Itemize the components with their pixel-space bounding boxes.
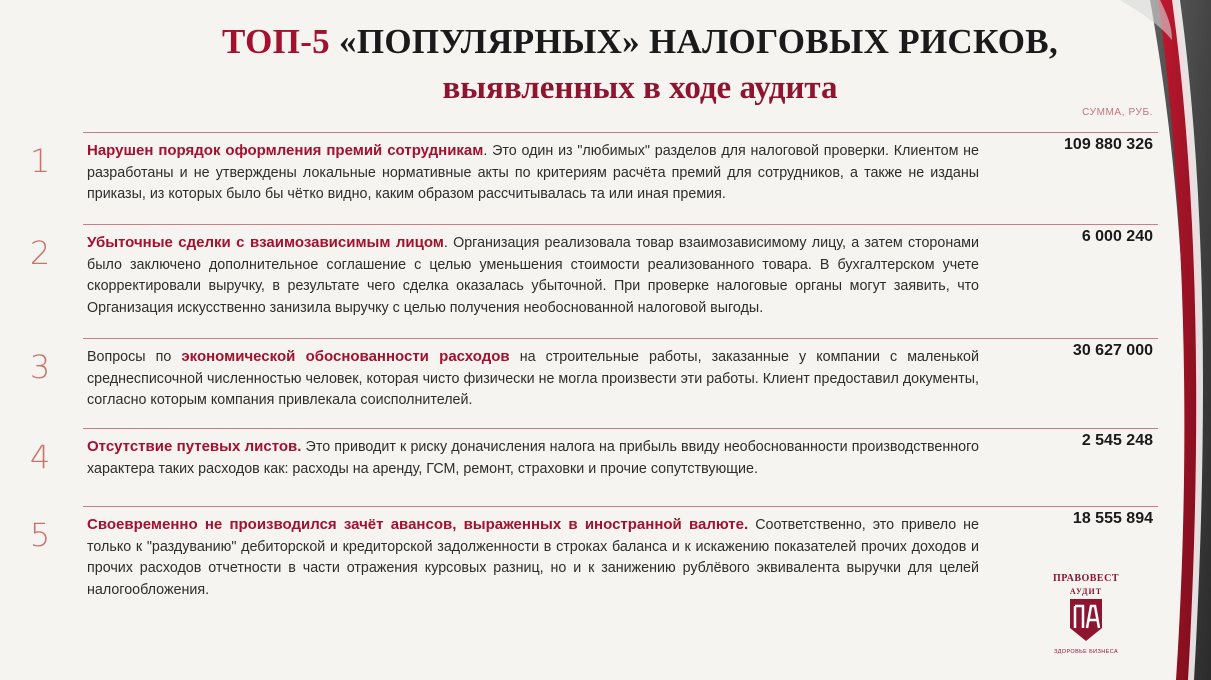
risk-number: 5 xyxy=(29,516,51,554)
risk-amount: 30 627 000 xyxy=(1072,342,1153,359)
risk-amount: 6 000 240 xyxy=(1081,228,1153,245)
risk-text: Соответственно, это привело не только к "раздуванию" дебиторской и кредиторской задолженности в строках баланса и к искажению показателей прочих доходов и прочих расходов отчетности в части отражения курсовых разниц, но и к занижению рублёвого эквивалента выручки для целей налогообложения. xyxy=(87,517,980,598)
risk-heading: Убыточные сделки с взаимозависимым лицом xyxy=(87,234,444,251)
logo-name: ПРАВОВЕСТ xyxy=(1052,573,1119,584)
risk-heading: Своевременно не производился зачёт авансов, выраженных в иностранной валюте. xyxy=(87,516,749,533)
risk-description xyxy=(87,232,979,319)
title-rest: «ПОПУЛЯРНЫХ» НАЛОГОВЫХ РИСКОВ, xyxy=(329,22,1058,61)
risk-text: . Организация реализовала товар взаимозависимому лицу, а затем сторонами было заключено дополнительное соглашение с целью уменьшения стоимости реализованного товара. В бухгалтерском учете скорректировали выручку, в результате чего сделка оказалась убыточной. При проверке налоговые органы могут заявить, что Организация искусственно занизила выручку с целью получения необоснованной налоговой выгоды. xyxy=(87,235,979,316)
title-accent: ТОП-5 xyxy=(221,22,330,61)
logo-sub: АУДИТ xyxy=(1069,587,1103,596)
risk-prefix: Вопросы по xyxy=(87,349,182,365)
risk-description xyxy=(87,514,979,601)
shield-logo-icon xyxy=(1069,598,1103,642)
risk-description xyxy=(87,346,979,412)
risk-text: на строительные работы, заказанные у компании с маленькой среднесписочной численностью человек, которая чисто физически не могла произвести эти работы. Клиент предоставил документы, согласно которым компания привлекала соисполнителей. xyxy=(87,349,979,408)
risk-amount: 18 555 894 xyxy=(1072,510,1153,527)
row-divider xyxy=(83,338,1158,339)
risk-heading: Отсутствие путевых листов. xyxy=(87,438,302,455)
sum-column-label: СУММА, РУБ. xyxy=(1082,107,1153,118)
risk-amount: 2 545 248 xyxy=(1081,432,1153,449)
page-subtitle: выявленных в ходе аудита xyxy=(442,70,838,106)
logo-tagline: ЗДОРОВЬЕ БИЗНЕСА xyxy=(1053,649,1119,655)
risk-number: 2 xyxy=(29,234,51,272)
risk-heading: Нарушен порядок оформления премий сотрудникам xyxy=(87,142,484,159)
row-divider xyxy=(83,428,1158,429)
row-divider xyxy=(83,132,1158,133)
risk-description xyxy=(87,436,979,480)
risk-amount: 109 880 326 xyxy=(1064,136,1153,153)
risk-heading: экономической обоснованности расходов xyxy=(181,348,510,365)
risk-description xyxy=(87,140,979,206)
page-title xyxy=(110,22,1170,62)
risk-text: . Это один из "любимых" разделов для налоговой проверки. Клиентом не разработаны и не утверждены локальные нормативные акты по критериям расчёта премий для сотрудников, а также не изданы приказы, из которых было бы чётко видно, каким образом рассчитывалась та или иная премия. xyxy=(87,143,979,202)
row-divider xyxy=(83,506,1158,507)
risk-number: 1 xyxy=(29,142,51,180)
risk-text: Это приводит к риску доначисления налога на прибыль ввиду необоснованности производственного характера таких расходов как: расходы на аренду, ГСМ, ремонт, страховки и прочие сопутствующие. xyxy=(87,439,979,477)
row-divider xyxy=(83,224,1158,225)
risk-number: 4 xyxy=(29,438,51,476)
risk-number: 3 xyxy=(29,348,51,386)
